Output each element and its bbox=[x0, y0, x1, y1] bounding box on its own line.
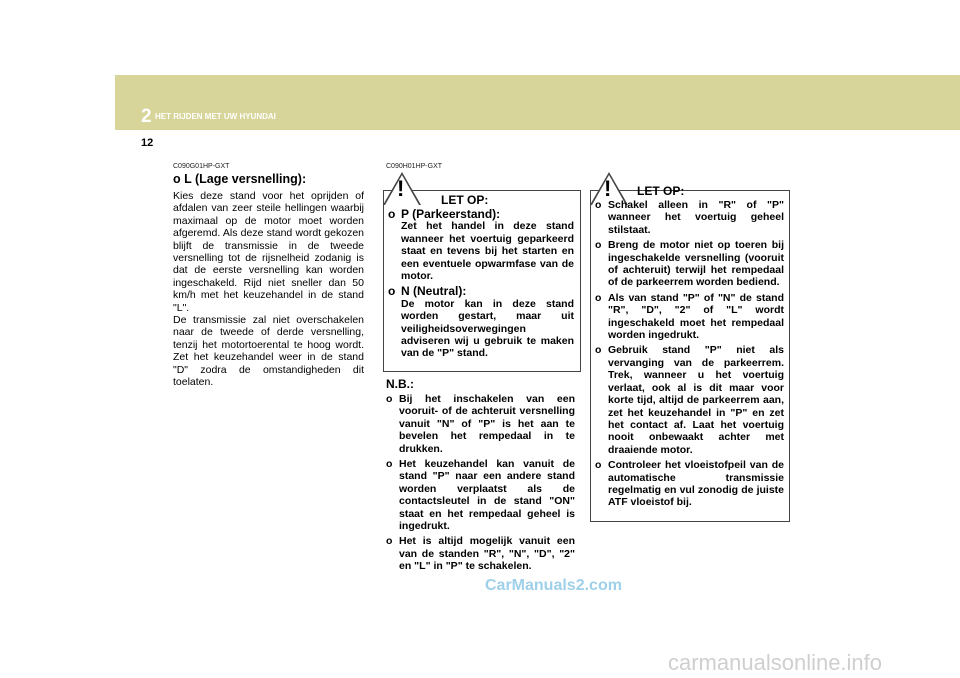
list-item bbox=[595, 239, 784, 289]
note-title: N.B.: bbox=[386, 377, 414, 391]
caution-title: LET OP: bbox=[441, 193, 489, 207]
caution-list bbox=[388, 208, 574, 363]
page-number: 12 bbox=[141, 137, 154, 149]
item-text: Het is altijd mogelijk vanuit een van de standen "R", "N", "D", "2" en "L" in "P" te schakelen. bbox=[399, 535, 575, 573]
caution-list bbox=[595, 199, 784, 512]
chapter-number: 2 bbox=[141, 106, 152, 127]
list-item bbox=[386, 393, 575, 455]
list-item bbox=[386, 458, 575, 532]
item-text: Bij het inschakelen van een vooruit- of de achteruit versnelling vanuit "N" of "P" is het aan te bevelen het rempedaal in te drukken. bbox=[399, 393, 575, 455]
list-item bbox=[595, 292, 784, 342]
item-heading: N (Neutral): bbox=[401, 284, 467, 299]
item-text: De motor kan in deze stand worden gestart, maar uit veiligheidsoverwegingen adviseren wij u gebruik te maken van de "P" stand. bbox=[401, 297, 574, 360]
item-text: Zet het handel in deze stand wanneer het voertuig geparkeerd staat en tevens bij het starten en een eventuele opwarmfase van de motor. bbox=[401, 220, 574, 283]
bullet: o bbox=[595, 459, 602, 472]
exclamation-icon: ! bbox=[604, 176, 612, 201]
section-code: C090G01HP-GXT bbox=[173, 163, 230, 170]
list-item bbox=[388, 208, 574, 282]
bullet: o bbox=[595, 199, 602, 211]
item-heading: P (Parkeerstand): bbox=[401, 207, 501, 221]
paragraph: De transmissie zal niet overschakelen naar de tweede of derde versnelling, tenzij het motortoerental te hoog wordt. Zet het keuzehandel weer in de stand "D" zodra de omstandigheden dit toelaten. bbox=[173, 314, 364, 389]
bullet: o bbox=[595, 344, 602, 357]
bullet: o bbox=[595, 291, 602, 304]
bullet: o bbox=[595, 239, 602, 252]
bullet: o bbox=[386, 393, 393, 405]
list-item bbox=[595, 199, 784, 236]
item-text: Als van stand "P" of "N" de stand "R", "D", "2" of "L" wordt ingeschakeld moet het rempedaal worden ingedrukt. bbox=[608, 291, 784, 342]
bullet: o bbox=[388, 284, 396, 299]
watermark-link[interactable]: CarManuals2.com bbox=[485, 577, 622, 594]
watermark-text: carmanualsonline.info bbox=[668, 650, 883, 675]
section-code: C090H01HP-GXT bbox=[386, 163, 443, 170]
list-item bbox=[388, 285, 574, 359]
bullet: o bbox=[386, 535, 393, 548]
note-list bbox=[386, 393, 575, 576]
section-heading: o L (Lage versnelling): bbox=[173, 172, 307, 186]
item-text: Gebruik stand "P" niet als vervanging van de parkeerrem. Trek, wanneer u het voertuig verlaat, ook al is dit maar voor korte tijd, altijd de parkeerrem aan, zet het keuzehandel in "P" en zet het contact af. Laat het voertuig nooit onbewaakt achter met draaiende motor. bbox=[608, 344, 784, 456]
chapter-title: HET RIJDEN MET UW HYUNDAI bbox=[155, 112, 276, 121]
column-left bbox=[173, 172, 364, 389]
item-text: Controleer het vloeistofpeil van de automatische transmissie regelmatig en vul zonodig de juiste ATF vloeistof bij. bbox=[608, 459, 784, 509]
item-text: Het keuzehandel kan vanuit de stand "P" naar een andere stand worden verplaatst als de contactsleutel in de stand "ON" staat en het rempedaal geheel is ingedrukt. bbox=[399, 458, 575, 533]
bullet: o bbox=[386, 458, 393, 471]
item-text: Schakel alleen in "R" of "P" wanneer het voertuig geheel stilstaat. bbox=[608, 199, 784, 236]
list-item bbox=[595, 344, 784, 456]
header-band bbox=[115, 75, 960, 130]
caution-title: LET OP: bbox=[637, 184, 685, 198]
list-item bbox=[595, 459, 784, 509]
paragraph: Kies deze stand voor het oprijden of afdalen van zeer steile hellingen waarbij maximaal op de motor moet worden afgeremd. Als deze stand wordt gekozen blijft de transmissie in de tweede versnelling tot de rijsnelheid zodanig is dat de eerste versnelling kan worden ingeschakeld. Rijd niet sneller dan 50 km/h met het keuzehandel in de stand "L". bbox=[173, 190, 364, 314]
list-item bbox=[386, 535, 575, 572]
item-text: Breng de motor niet op toeren bij ingeschakelde versnelling (vooruit of achteruit) terwijl het rempedaal of de parkeerrem worden bediend. bbox=[608, 239, 784, 289]
bullet: o bbox=[388, 207, 396, 221]
exclamation-icon: ! bbox=[397, 176, 405, 201]
